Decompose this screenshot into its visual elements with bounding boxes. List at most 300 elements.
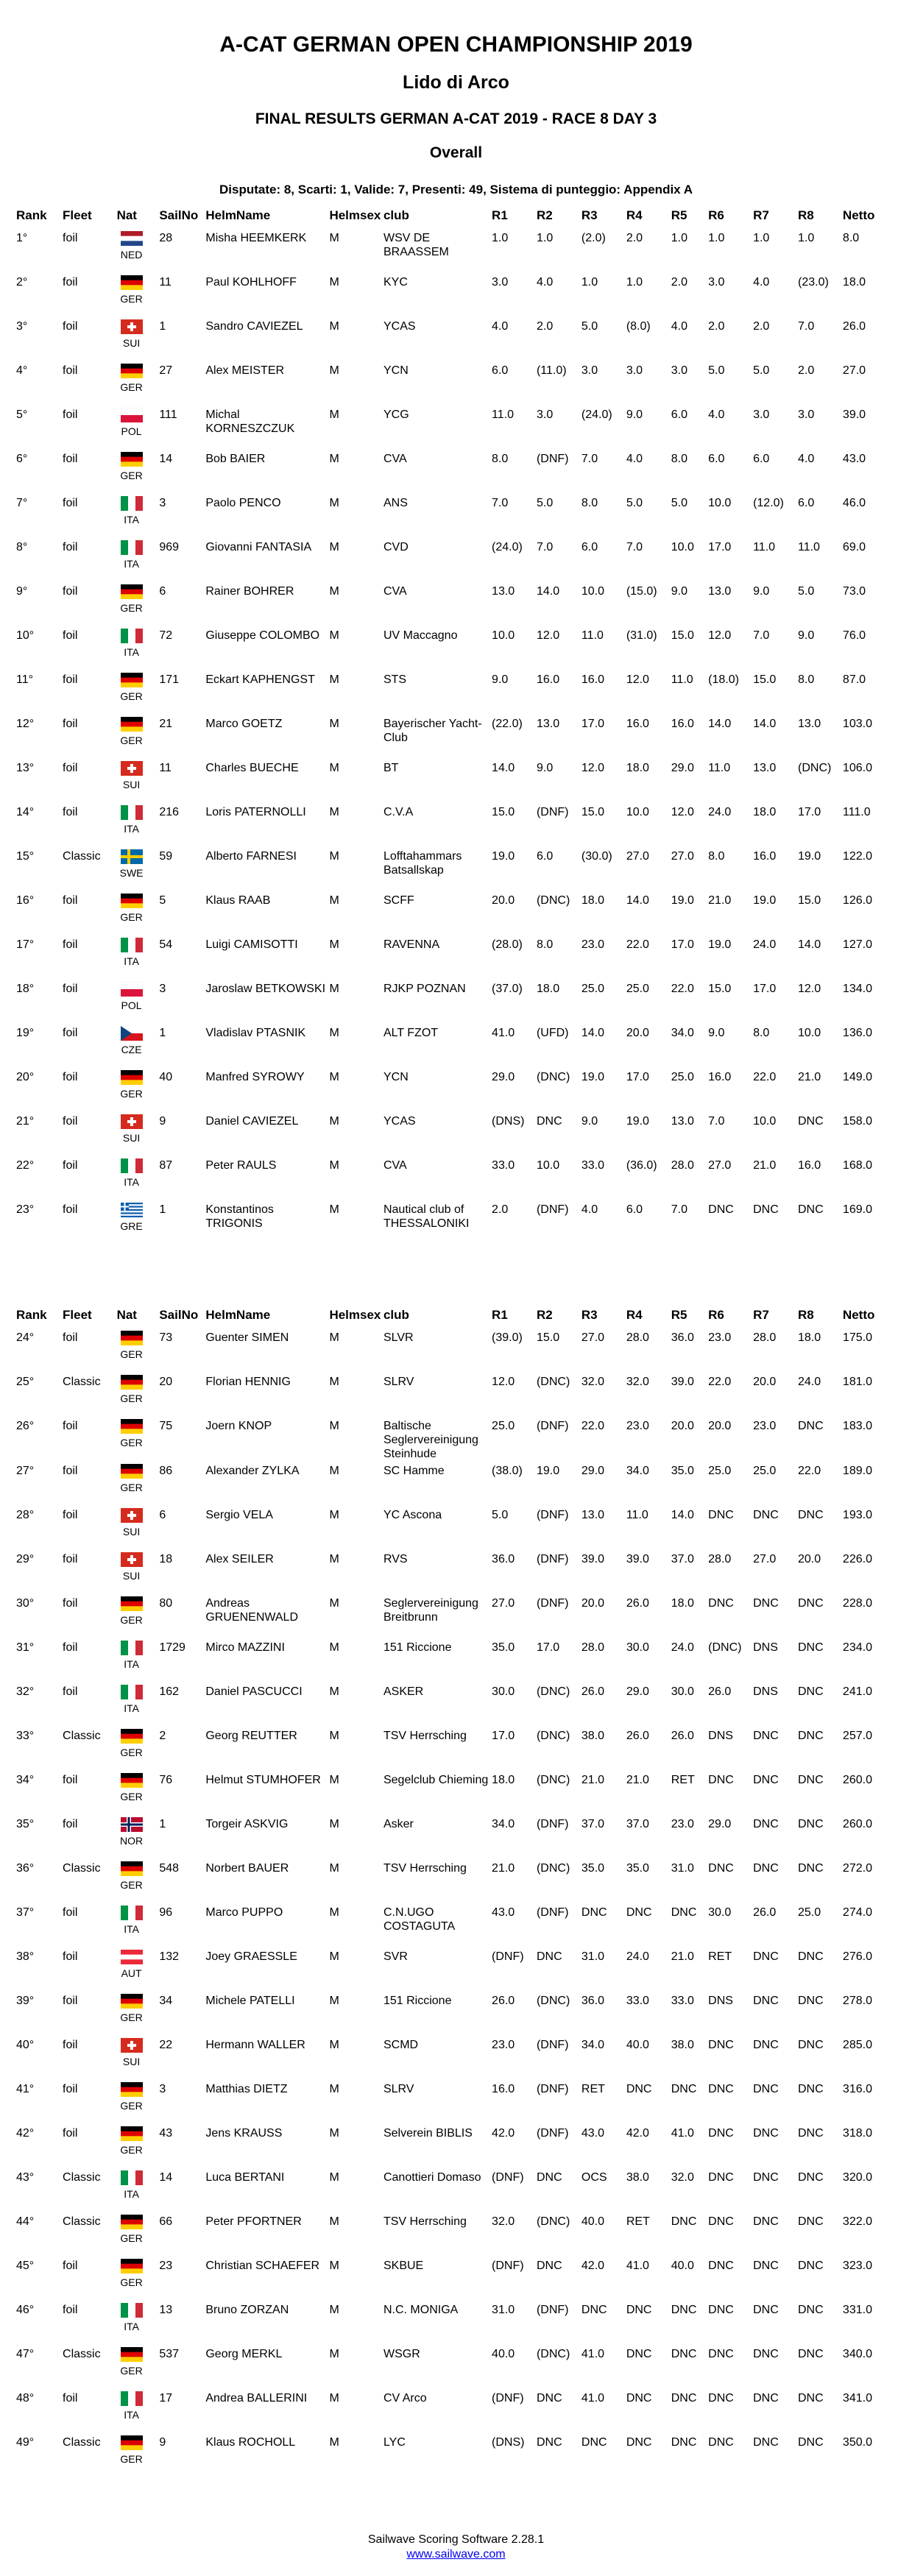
race-1-cell: 35.0	[492, 1641, 515, 1654]
flag-icon	[121, 1508, 143, 1523]
race-2-cell: 17.0	[536, 1641, 560, 1654]
race-2-cell: (DNF)	[536, 1597, 569, 1610]
helmname-cell: Christian SCHAEFER	[205, 2260, 320, 2272]
race-2-cell: 8.0	[536, 938, 554, 951]
race-3-cell: 15.0	[581, 806, 605, 818]
race-5-cell: 16.0	[671, 718, 694, 730]
helmsex-cell: M	[329, 1818, 339, 1830]
race-3-cell: 9.0	[581, 1115, 598, 1128]
nation-cell	[116, 493, 158, 537]
club-cell: SC Hamme	[383, 1465, 445, 1477]
race-8-cell: 15.0	[798, 894, 821, 907]
race-2-cell: 18.0	[536, 983, 560, 995]
race-6-cell: DNC	[708, 2304, 734, 2316]
flag-icon	[121, 805, 143, 820]
column-header: Rank	[16, 1308, 47, 1322]
fleet-cell: foil	[63, 1995, 78, 2007]
race-5-cell: DNC	[671, 2304, 697, 2316]
table-row	[15, 626, 902, 670]
fleet-cell: foil	[63, 408, 78, 421]
race-2-cell: DNC	[536, 2171, 562, 2184]
race-1-cell: (DNF)	[492, 1950, 524, 1963]
race-1-cell: 42.0	[492, 2127, 515, 2140]
rank-cell: 44°	[16, 2215, 35, 2228]
nation-cell	[116, 1111, 158, 1156]
table-row	[15, 2079, 902, 2123]
race-6-cell: 17.0	[708, 541, 732, 553]
column-header: R8	[798, 208, 814, 222]
rank-cell: 5°	[16, 408, 28, 421]
race-6-cell: DNC	[708, 2260, 734, 2272]
netto-cell: 181.0	[842, 1376, 872, 1388]
netto-cell: 234.0	[842, 1641, 872, 1654]
race-1-cell: 43.0	[492, 1906, 515, 1919]
race-2-cell: (UFD)	[536, 1027, 569, 1039]
race-4-cell: 33.0	[626, 1995, 649, 2007]
race-4-cell: 21.0	[626, 1774, 649, 1786]
race-5-cell: 41.0	[671, 2127, 694, 2140]
race-1-cell: 6.0	[492, 364, 509, 377]
race-3-cell: DNC	[581, 1906, 607, 1919]
fleet-cell: foil	[63, 629, 78, 642]
rank-cell: 45°	[16, 2260, 35, 2272]
race-5-cell: 28.0	[671, 1159, 694, 1172]
rank-cell: 16°	[16, 894, 35, 907]
race-3-cell: DNC	[581, 2436, 607, 2449]
fleet-cell: foil	[63, 1553, 78, 1565]
rank-cell: 1°	[16, 232, 28, 244]
race-4-cell: DNC	[626, 2348, 652, 2360]
fleet-cell: foil	[63, 673, 78, 686]
race-5-cell: 37.0	[671, 1553, 694, 1565]
nation-cell	[116, 1593, 158, 1638]
race-6-cell: 1.0	[708, 232, 725, 244]
race-3-cell: 42.0	[581, 2260, 605, 2272]
sailno-cell: 86	[159, 1465, 173, 1477]
fleet-cell: foil	[63, 1159, 78, 1172]
nation-code: GER	[120, 1437, 143, 1448]
results-table-part-2	[15, 1303, 902, 2477]
club-cell: TSV Herrsching	[383, 2215, 467, 2228]
race-3-cell: 29.0	[581, 1465, 605, 1477]
race-3-cell: 8.0	[581, 497, 598, 509]
rank-cell: 11°	[16, 673, 34, 686]
flag-icon	[121, 1861, 143, 1876]
race-8-cell: DNC	[798, 1420, 824, 1432]
race-3-cell: 35.0	[581, 1862, 605, 1875]
nation-code: POL	[121, 999, 142, 1011]
flag-icon	[121, 2391, 143, 2406]
race-6-cell: 21.0	[708, 894, 732, 907]
helmname-cell: Alex MEISTER	[205, 364, 285, 377]
table-row	[15, 1770, 902, 1814]
club-cell: Bayerischer Yacht-Club	[383, 718, 482, 744]
race-8-cell: DNC	[798, 1774, 824, 1786]
race-2-cell: 19.0	[536, 1465, 560, 1477]
race-7-cell: DNC	[753, 2215, 779, 2228]
nation-code: CZE	[121, 1044, 142, 1055]
race-5-cell: 38.0	[671, 2039, 694, 2051]
table-row	[15, 758, 902, 802]
column-header: club	[383, 1308, 409, 1322]
nation-cell	[116, 1814, 158, 1858]
nation-code: GER	[120, 293, 143, 305]
club-cell: CVA	[383, 1159, 407, 1172]
helmname-cell: Bob BAIER	[205, 453, 266, 465]
helmname-cell: Peter PFORTNER	[205, 2215, 302, 2228]
sailno-cell: 216	[159, 806, 180, 818]
flag-icon	[121, 1641, 143, 1655]
race-6-cell: DNC	[708, 2171, 734, 2184]
table-header-row	[15, 203, 902, 228]
table-row	[15, 714, 902, 758]
netto-cell: 169.0	[842, 1203, 872, 1216]
fleet-cell: foil	[63, 1685, 78, 1698]
fleet-cell: foil	[63, 497, 78, 509]
race-6-cell: DNC	[708, 2215, 734, 2228]
sailno-cell: 28	[159, 232, 173, 244]
nation-code: GER	[120, 1614, 143, 1626]
helmsex-cell: M	[329, 629, 339, 642]
table-row	[15, 316, 902, 361]
flag-icon	[121, 1375, 143, 1390]
club-cell: YCG	[383, 408, 409, 421]
club-cell: SLRV	[383, 2083, 414, 2095]
column-header: R6	[708, 1308, 724, 1322]
sailno-cell: 3	[159, 2083, 166, 2095]
table-row	[15, 361, 902, 405]
race-5-cell: 19.0	[671, 894, 694, 907]
race-1-cell: (38.0)	[492, 1465, 523, 1477]
helmsex-cell: M	[329, 1071, 339, 1083]
race-6-cell: 12.0	[708, 629, 732, 642]
helmname-cell: Georg MERKL	[205, 2348, 283, 2360]
race-2-cell: 16.0	[536, 673, 560, 686]
nation-cell	[116, 316, 158, 361]
helmsex-cell: M	[329, 2171, 339, 2184]
table-row	[15, 1638, 902, 1682]
nation-cell	[116, 1023, 158, 1067]
race-4-cell: 28.0	[626, 1331, 649, 1344]
rank-cell: 38°	[16, 1950, 35, 1963]
race-7-cell: 10.0	[753, 1115, 777, 1128]
table-row	[15, 2168, 902, 2212]
table-row	[15, 449, 902, 493]
club-cell: SVR	[383, 1950, 408, 1963]
race-6-cell: 20.0	[708, 1420, 732, 1432]
helmsex-cell: M	[329, 276, 339, 289]
fleet-cell: Classic	[63, 1376, 101, 1388]
race-7-cell: 24.0	[753, 938, 777, 951]
race-2-cell: (DNC)	[536, 1995, 570, 2007]
rank-cell: 43°	[16, 2171, 35, 2184]
table-row	[15, 1372, 902, 1416]
fleet-cell: Classic	[63, 2215, 101, 2228]
race-6-cell: 27.0	[708, 1159, 732, 1172]
race-6-cell: 11.0	[708, 762, 731, 774]
race-2-cell: (DNF)	[536, 1509, 569, 1521]
nation-cell	[116, 1328, 158, 1372]
race-1-cell: 30.0	[492, 1685, 515, 1698]
race-1-cell: 19.0	[492, 850, 515, 863]
race-8-cell: 22.0	[798, 1465, 821, 1477]
venue-title: Lido di Arco	[403, 72, 509, 93]
sailno-cell: 1	[159, 1818, 166, 1830]
netto-cell: 260.0	[842, 1818, 872, 1830]
race-1-cell: (28.0)	[492, 938, 523, 951]
race-7-cell: DNC	[753, 1774, 779, 1786]
netto-cell: 175.0	[842, 1331, 872, 1344]
race-7-cell: DNC	[753, 2083, 779, 2095]
helmsex-cell: M	[329, 850, 339, 863]
club-cell: CVA	[383, 453, 407, 465]
race-1-cell: (22.0)	[492, 718, 523, 730]
sailno-cell: 9	[159, 2436, 166, 2449]
fleet-cell: Classic	[63, 1730, 101, 1742]
helmname-cell: Sergio VELA	[205, 1509, 273, 1521]
race-1-cell: (DNF)	[492, 2392, 524, 2405]
race-5-cell: 33.0	[671, 1995, 694, 2007]
nation-code: GER	[120, 1393, 143, 1404]
race-3-cell: 43.0	[581, 2127, 605, 2140]
race-7-cell: 21.0	[753, 1159, 777, 1172]
club-cell: ANS	[383, 497, 408, 509]
helmname-cell: Marco GOETZ	[205, 718, 283, 730]
race-5-cell: 7.0	[671, 1203, 687, 1216]
netto-cell: 189.0	[842, 1465, 872, 1477]
race-7-cell: DNC	[753, 1203, 779, 1216]
nation-cell	[116, 1947, 158, 1991]
race-6-cell: DNC	[708, 2127, 734, 2140]
race-4-cell: DNC	[626, 2436, 652, 2449]
race-2-cell: (DNC)	[536, 1862, 570, 1875]
nation-cell	[116, 979, 158, 1023]
helmname-cell: Florian HENNIG	[205, 1376, 291, 1388]
nation-cell	[116, 1067, 158, 1111]
race-7-cell: DNS	[753, 1685, 778, 1698]
helmsex-cell: M	[329, 1995, 339, 2007]
fleet-cell: foil	[63, 806, 78, 818]
nation-code: SUI	[122, 1570, 141, 1582]
race-3-cell: 14.0	[581, 1027, 605, 1039]
fleet-cell: foil	[63, 1331, 78, 1344]
race-7-cell: 19.0	[753, 894, 777, 907]
helmname-cell: Helmut STUMHOFER	[205, 1774, 321, 1786]
rank-cell: 23°	[16, 1203, 35, 1216]
helmname-cell: Luigi CAMISOTTI	[205, 938, 298, 951]
rank-cell: 34°	[16, 1774, 35, 1786]
nation-code: ITA	[124, 646, 139, 658]
race-4-cell: DNC	[626, 2083, 652, 2095]
nation-code: SUI	[122, 1132, 141, 1144]
race-7-cell: 7.0	[753, 629, 770, 642]
nation-code: GER	[120, 2100, 143, 2112]
helmsex-cell: M	[329, 408, 339, 421]
table-row	[15, 1328, 902, 1372]
sailno-cell: 548	[159, 1862, 180, 1875]
sailno-cell: 969	[159, 541, 180, 553]
race-5-cell: 35.0	[671, 1465, 694, 1477]
race-3-cell: 41.0	[581, 2392, 605, 2405]
helmname-cell: Michal KORNESZCZUK	[205, 408, 295, 435]
race-3-cell: 31.0	[581, 1950, 605, 1963]
fleet-cell: foil	[63, 276, 78, 289]
race-7-cell: 15.0	[753, 673, 777, 686]
flag-icon	[121, 1906, 143, 1920]
rank-cell: 24°	[16, 1331, 35, 1344]
flag-icon	[121, 629, 143, 643]
rank-cell: 2°	[16, 276, 28, 289]
race-6-cell: DNC	[708, 2039, 734, 2051]
fleet-cell: foil	[63, 232, 78, 244]
helmsex-cell: M	[329, 1730, 339, 1742]
flag-icon	[121, 1552, 143, 1567]
helmname-cell: Torgeir ASKVIG	[205, 1818, 289, 1830]
flag-icon	[121, 1729, 143, 1744]
helmname-cell: Loris PATERNOLLI	[205, 806, 306, 818]
race-3-cell: 19.0	[581, 1071, 605, 1083]
column-header: HelmName	[205, 1308, 271, 1322]
nation-cell	[116, 1858, 158, 1903]
rank-cell: 37°	[16, 1906, 35, 1919]
nation-cell	[116, 1638, 158, 1682]
race-3-cell: (24.0)	[581, 408, 612, 421]
nation-cell	[116, 935, 158, 979]
nation-cell	[116, 2123, 158, 2168]
race-8-cell: 9.0	[798, 629, 815, 642]
helmname-cell: Charles BUECHE	[205, 762, 299, 774]
race-8-cell: (DNC)	[798, 762, 832, 774]
rank-cell: 35°	[16, 1818, 35, 1830]
helmname-cell: Joern KNOP	[205, 1420, 272, 1432]
column-header: R7	[753, 208, 769, 222]
flag-icon	[121, 761, 143, 776]
fleet-cell: Classic	[63, 2348, 101, 2360]
nation-code: ITA	[124, 1923, 139, 1935]
race-4-cell: DNC	[626, 1906, 652, 1919]
race-5-cell: 3.0	[671, 364, 687, 377]
netto-cell: 69.0	[842, 541, 866, 553]
race-7-cell: DNC	[753, 1597, 779, 1610]
nation-cell	[116, 1770, 158, 1814]
club-cell: Selverein BIBLIS	[383, 2127, 473, 2140]
helmsex-cell: M	[329, 1376, 339, 1388]
race-5-cell: 2.0	[671, 276, 687, 289]
race-1-cell: 14.0	[492, 762, 515, 774]
helmname-cell: Luca BERTANI	[205, 2171, 285, 2184]
race-1-cell: 10.0	[492, 629, 515, 642]
race-3-cell: 40.0	[581, 2215, 605, 2228]
race-6-cell: DNC	[708, 1203, 734, 1216]
race-4-cell: 35.0	[626, 1862, 649, 1875]
helmname-cell: Georg REUTTER	[205, 1730, 297, 1742]
nation-code: GER	[120, 381, 143, 393]
club-cell: Asker	[383, 1818, 414, 1830]
helmname-cell: Joey GRAESSLE	[205, 1950, 297, 1963]
column-header: R1	[492, 1308, 508, 1322]
table-row	[15, 802, 902, 846]
nation-cell	[116, 272, 158, 316]
fleet-cell: foil	[63, 1950, 78, 1963]
helmsex-cell: M	[329, 585, 339, 598]
nation-code: SUI	[122, 779, 141, 790]
netto-cell: 136.0	[842, 1027, 872, 1039]
netto-cell: 127.0	[842, 938, 872, 951]
sailno-cell: 1729	[159, 1641, 185, 1654]
race-2-cell: (DNF)	[536, 1906, 569, 1919]
table-row	[15, 2432, 902, 2477]
helmsex-cell: M	[329, 1950, 339, 1963]
race-5-cell: 11.0	[671, 673, 693, 686]
race-1-cell: (DNF)	[492, 2260, 524, 2272]
column-header: R2	[536, 1308, 553, 1322]
netto-cell: 322.0	[842, 2215, 872, 2228]
rank-cell: 36°	[16, 1862, 35, 1875]
flag-icon	[121, 2215, 143, 2229]
race-7-cell: 6.0	[753, 453, 770, 465]
nation-code: ITA	[124, 2188, 139, 2200]
nation-cell	[116, 581, 158, 626]
nation-code: GER	[120, 2144, 143, 2156]
race-4-cell: 4.0	[626, 453, 643, 465]
rank-cell: 21°	[16, 1115, 35, 1128]
nation-code: GER	[120, 690, 143, 702]
helmsex-cell: M	[329, 1509, 339, 1521]
race-6-cell: DNC	[708, 2348, 734, 2360]
rank-cell: 19°	[16, 1027, 35, 1039]
fleet-cell: foil	[63, 983, 78, 995]
race-3-cell: 27.0	[581, 1331, 605, 1344]
fleet-cell: foil	[63, 541, 78, 553]
sailno-cell: 111	[159, 408, 177, 421]
nation-code: ITA	[124, 1176, 139, 1188]
column-header: R1	[492, 208, 508, 222]
race-8-cell: DNC	[798, 1950, 824, 1963]
race-6-cell: 7.0	[708, 1115, 725, 1128]
race-1-cell: 18.0	[492, 1774, 515, 1786]
race-5-cell: 14.0	[671, 1509, 694, 1521]
nation-cell	[116, 405, 158, 449]
helmsex-cell: M	[329, 497, 339, 509]
sailwave-link[interactable]: www.sailwave.com	[406, 2548, 506, 2561]
race-3-cell: 11.0	[581, 629, 604, 642]
race-7-cell: DNC	[753, 2171, 779, 2184]
helmsex-cell: M	[329, 2304, 339, 2316]
race-7-cell: 28.0	[753, 1331, 777, 1344]
race-1-cell: 27.0	[492, 1597, 515, 1610]
race-1-cell: 21.0	[492, 1862, 515, 1875]
helmname-cell: Manfred SYROWY	[205, 1071, 305, 1083]
race-6-cell: DNC	[708, 1597, 734, 1610]
sailno-cell: 1	[159, 1027, 166, 1039]
netto-cell: 350.0	[842, 2436, 872, 2449]
race-8-cell: 25.0	[798, 1906, 821, 1919]
fleet-cell: foil	[63, 1203, 78, 1216]
helmname-cell: Giovanni FANTASIA	[205, 541, 312, 553]
race-1-cell: (39.0)	[492, 1331, 523, 1344]
column-header: Nat	[116, 208, 137, 222]
race-5-cell: 4.0	[671, 320, 687, 333]
table-row	[15, 1682, 902, 1726]
netto-cell: 278.0	[842, 1995, 872, 2007]
nation-code: ITA	[124, 823, 139, 835]
race-2-cell: DNC	[536, 1950, 562, 1963]
race-7-cell: 25.0	[753, 1465, 777, 1477]
race-4-cell: 23.0	[626, 1420, 649, 1432]
race-4-cell: 16.0	[626, 718, 649, 730]
race-5-cell: 34.0	[671, 1027, 694, 1039]
netto-cell: 111.0	[842, 806, 871, 818]
